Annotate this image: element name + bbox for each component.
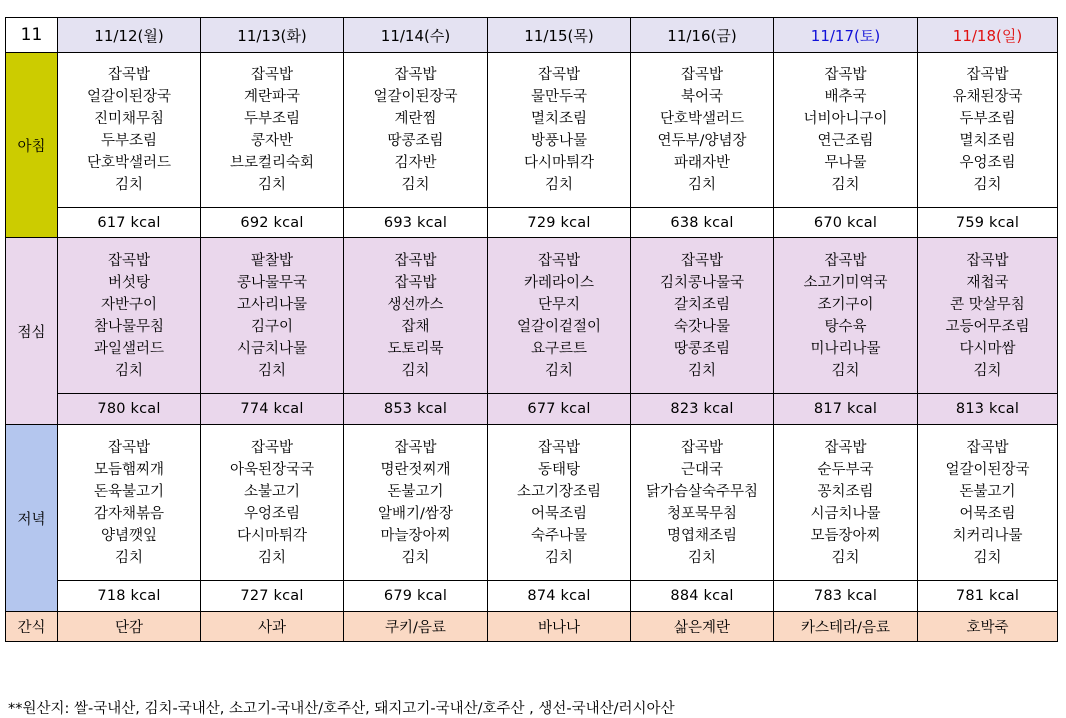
menu-item: 멸치조림 bbox=[959, 133, 1016, 149]
snack-row bbox=[6, 612, 1058, 642]
menu-item: 요구르트 bbox=[530, 340, 588, 357]
menu-item: 배추국 bbox=[824, 89, 867, 105]
month-cell: 11 bbox=[6, 18, 58, 53]
menu-item: 잡곡밥 bbox=[966, 67, 1009, 83]
menu-item: 연두부/양념장 bbox=[657, 133, 747, 149]
menu-item: 아욱된장국국 bbox=[229, 461, 315, 478]
kcal-cell: 718 kcal bbox=[58, 581, 201, 612]
menu-item: 김치 bbox=[544, 362, 573, 379]
menu-item: 소고기장조림 bbox=[516, 483, 602, 500]
kcal-cell: 774 kcal bbox=[201, 394, 344, 425]
menu-item: 연근조림 bbox=[817, 133, 874, 149]
menu-item: 북어국 bbox=[680, 89, 724, 105]
menu-cell bbox=[918, 238, 1058, 394]
weekly-menu-table bbox=[5, 17, 1058, 642]
menu-item: 명란젓찌개 bbox=[380, 461, 451, 478]
menu-item: 김치 bbox=[831, 549, 860, 566]
menu-item: 콩나물무국 bbox=[236, 274, 308, 291]
day-header: 11/12(월) bbox=[58, 18, 201, 53]
kcal-cell: 817 kcal bbox=[774, 394, 918, 425]
menu-item: 김치 bbox=[687, 362, 716, 379]
menu-cell bbox=[201, 53, 344, 208]
snack-cell: 카스테라/음료 bbox=[774, 612, 918, 642]
menu-item: 계란파국 bbox=[243, 89, 301, 105]
snack-cell: 호박죽 bbox=[918, 612, 1058, 642]
dinner-kcal-row bbox=[6, 581, 1058, 612]
kcal-cell: 874 kcal bbox=[488, 581, 631, 612]
meal-label-snack: 간식 bbox=[6, 612, 58, 642]
kcal-cell: 679 kcal bbox=[344, 581, 488, 612]
menu-item: 물만두국 bbox=[530, 89, 588, 105]
snack-cell: 단감 bbox=[58, 612, 201, 642]
menu-item: 도토리묵 bbox=[387, 340, 444, 357]
menu-item: 잡곡밥 bbox=[824, 67, 867, 83]
menu-cell bbox=[918, 53, 1058, 208]
menu-item: 잡곡밥 bbox=[966, 252, 1009, 269]
menu-cell bbox=[344, 425, 488, 581]
menu-item: 김치 bbox=[114, 177, 143, 193]
menu-item: 김치 bbox=[401, 549, 430, 566]
menu-cell bbox=[918, 425, 1058, 581]
menu-item: 팥찰밥 bbox=[250, 252, 294, 269]
kcal-cell: 783 kcal bbox=[774, 581, 918, 612]
menu-item: 두부조림 bbox=[100, 133, 158, 149]
menu-item: 김자반 bbox=[394, 155, 437, 171]
menu-cell bbox=[488, 425, 631, 581]
menu-item: 감자채볶음 bbox=[93, 505, 165, 522]
menu-item: 진미채무침 bbox=[93, 111, 165, 127]
kcal-cell: 853 kcal bbox=[344, 394, 488, 425]
menu-cell bbox=[774, 238, 918, 394]
kcal-cell: 884 kcal bbox=[631, 581, 774, 612]
menu-cell bbox=[344, 53, 488, 208]
menu-item: 잡곡밥 bbox=[680, 439, 724, 456]
kcal-cell: 781 kcal bbox=[918, 581, 1058, 612]
menu-item: 알배기/쌈장 bbox=[378, 505, 453, 522]
menu-item: 청포묵무침 bbox=[666, 505, 738, 522]
menu-item: 단호박샐러드 bbox=[86, 155, 172, 171]
menu-cell bbox=[201, 425, 344, 581]
menu-item: 잡곡밥 bbox=[394, 274, 437, 291]
menu-item: 잡곡밥 bbox=[537, 252, 581, 269]
menu-item: 김치 bbox=[257, 177, 286, 193]
lunch-kcal-row bbox=[6, 394, 1058, 425]
menu-item: 방풍나물 bbox=[530, 133, 588, 149]
menu-item: 단호박샐러드 bbox=[659, 111, 745, 127]
menu-item: 김치 bbox=[114, 362, 143, 379]
kcal-cell: 813 kcal bbox=[918, 394, 1058, 425]
menu-item: 무나물 bbox=[824, 155, 867, 171]
menu-item: 우엉조림 bbox=[959, 155, 1016, 171]
header-row bbox=[6, 18, 1058, 53]
menu-item: 과일샐러드 bbox=[93, 340, 165, 357]
kcal-cell: 759 kcal bbox=[918, 208, 1058, 238]
menu-item: 김치 bbox=[114, 549, 143, 566]
menu-cell bbox=[631, 53, 774, 208]
menu-item: 숙주나물 bbox=[530, 527, 588, 544]
menu-item: 두부조림 bbox=[243, 111, 301, 127]
menu-cell bbox=[58, 238, 201, 394]
day-header-saturday: 11/17(토) bbox=[774, 18, 918, 53]
menu-item: 잡곡밥 bbox=[394, 252, 437, 269]
menu-item: 명엽채조림 bbox=[666, 527, 738, 544]
snack-cell: 바나나 bbox=[488, 612, 631, 642]
menu-item: 땅콩조림 bbox=[387, 133, 444, 149]
menu-item: 잡곡밥 bbox=[966, 439, 1009, 456]
menu-item: 어묵조림 bbox=[959, 505, 1016, 522]
menu-item: 김치 bbox=[687, 177, 716, 193]
menu-item: 김치 bbox=[973, 549, 1002, 566]
menu-item: 김치 bbox=[687, 549, 716, 566]
menu-item: 브로컬리숙회 bbox=[229, 155, 315, 171]
menu-item: 모듬장아찌 bbox=[810, 527, 881, 544]
menu-item: 잡곡밥 bbox=[537, 67, 581, 83]
menu-cell bbox=[58, 53, 201, 208]
menu-item: 김구이 bbox=[250, 318, 294, 335]
menu-item: 치커리나물 bbox=[952, 527, 1023, 544]
menu-item: 고사리나물 bbox=[236, 296, 308, 313]
menu-item: 김치 bbox=[401, 362, 430, 379]
menu-item: 김치 bbox=[544, 177, 573, 193]
menu-item: 숙갓나물 bbox=[673, 318, 731, 335]
menu-item: 얼갈이겉절이 bbox=[516, 318, 602, 335]
menu-item: 소불고기 bbox=[243, 483, 301, 500]
meal-label-lunch: 점심 bbox=[6, 238, 58, 425]
menu-item: 김치 bbox=[401, 177, 430, 193]
menu-item: 갈치조림 bbox=[673, 296, 731, 313]
kcal-cell: 729 kcal bbox=[488, 208, 631, 238]
menu-item: 얼갈이된장국 bbox=[86, 89, 172, 105]
origin-footnote: **원산지: 쌀-국내산, 김치-국내산, 소고기-국내산/호주산, 돼지고기-국내산/호주산 , 생선-국내산/러시아산 bbox=[8, 701, 675, 717]
menu-item: 우엉조림 bbox=[243, 505, 301, 522]
menu-cell bbox=[58, 425, 201, 581]
menu-item: 마늘장아찌 bbox=[380, 527, 451, 544]
menu-item: 다시마튀각 bbox=[523, 155, 595, 171]
breakfast-kcal-row bbox=[6, 208, 1058, 238]
menu-item: 시금치나물 bbox=[236, 340, 308, 357]
snack-cell: 삶은계란 bbox=[631, 612, 774, 642]
kcal-cell: 670 kcal bbox=[774, 208, 918, 238]
snack-cell: 사과 bbox=[201, 612, 344, 642]
day-header-sunday: 11/18(일) bbox=[918, 18, 1058, 53]
menu-item: 김치 bbox=[544, 549, 573, 566]
menu-item: 파래자반 bbox=[673, 155, 731, 171]
menu-item: 잡곡밥 bbox=[394, 67, 437, 83]
menu-item: 너비아니구이 bbox=[803, 111, 888, 127]
menu-item: 잡곡밥 bbox=[394, 439, 437, 456]
menu-item: 돈육불고기 bbox=[93, 483, 165, 500]
kcal-cell: 638 kcal bbox=[631, 208, 774, 238]
menu-item: 김치 bbox=[831, 362, 860, 379]
menu-item: 시금치나물 bbox=[810, 505, 881, 522]
menu-item: 순두부국 bbox=[817, 461, 874, 478]
day-header: 11/13(화) bbox=[201, 18, 344, 53]
menu-item: 얼갈이된장국 bbox=[373, 89, 458, 105]
menu-cell bbox=[774, 53, 918, 208]
menu-item: 김치 bbox=[257, 362, 286, 379]
menu-cell bbox=[488, 238, 631, 394]
menu-item: 잡곡밥 bbox=[537, 439, 581, 456]
menu-item: 돈불고기 bbox=[959, 483, 1016, 500]
menu-item: 계란찜 bbox=[394, 111, 437, 127]
menu-item: 근대국 bbox=[680, 461, 724, 478]
menu-item: 다시마튀각 bbox=[236, 527, 308, 544]
menu-item: 김치 bbox=[973, 177, 1002, 193]
menu-item: 김치콩나물국 bbox=[659, 274, 745, 291]
menu-item: 소고기미역국 bbox=[803, 274, 888, 291]
menu-item: 김치 bbox=[257, 549, 286, 566]
meal-label-breakfast: 아침 bbox=[6, 53, 58, 238]
menu-item: 모듬햄찌개 bbox=[93, 461, 165, 478]
kcal-cell: 692 kcal bbox=[201, 208, 344, 238]
meal-label-dinner: 저녁 bbox=[6, 425, 58, 612]
kcal-cell: 823 kcal bbox=[631, 394, 774, 425]
menu-item: 잡곡밥 bbox=[680, 252, 724, 269]
menu-item: 생선까스 bbox=[387, 296, 444, 313]
day-header: 11/16(금) bbox=[631, 18, 774, 53]
menu-cell bbox=[631, 238, 774, 394]
kcal-cell: 617 kcal bbox=[58, 208, 201, 238]
menu-cell bbox=[774, 425, 918, 581]
menu-item: 꽁치조림 bbox=[817, 483, 874, 500]
menu-item: 양념깻잎 bbox=[100, 527, 158, 544]
menu-item: 탕수육 bbox=[824, 318, 867, 335]
menu-item: 땅콩조림 bbox=[673, 340, 731, 357]
lunch-row bbox=[6, 238, 1058, 394]
menu-item: 잡곡밥 bbox=[250, 439, 294, 456]
menu-item: 버섯탕 bbox=[107, 274, 151, 291]
menu-item: 참나물무침 bbox=[93, 318, 165, 335]
menu-item: 어묵조림 bbox=[530, 505, 588, 522]
menu-item: 김치 bbox=[831, 177, 860, 193]
kcal-cell: 780 kcal bbox=[58, 394, 201, 425]
menu-item: 돈불고기 bbox=[387, 483, 444, 500]
menu-item: 카레라이스 bbox=[523, 274, 595, 291]
menu-item: 다시마쌈 bbox=[959, 340, 1016, 357]
menu-item: 잡곡밥 bbox=[824, 439, 867, 456]
menu-cell bbox=[344, 238, 488, 394]
kcal-cell: 693 kcal bbox=[344, 208, 488, 238]
menu-cell bbox=[201, 238, 344, 394]
kcal-cell: 727 kcal bbox=[201, 581, 344, 612]
menu-item: 잡채 bbox=[401, 318, 430, 335]
dinner-row bbox=[6, 425, 1058, 581]
menu-item: 얼갈이된장국 bbox=[945, 461, 1030, 478]
menu-item: 닭가슴살숙주무침 bbox=[645, 483, 759, 500]
menu-item: 콘 맛살무침 bbox=[950, 296, 1025, 313]
menu-item: 잡곡밥 bbox=[680, 67, 724, 83]
menu-item: 조기구이 bbox=[817, 296, 874, 313]
menu-item: 김치 bbox=[973, 362, 1002, 379]
breakfast-row bbox=[6, 53, 1058, 208]
menu-item: 잡곡밥 bbox=[107, 439, 151, 456]
menu-item: 미나리나물 bbox=[810, 340, 881, 357]
day-header: 11/15(목) bbox=[488, 18, 631, 53]
menu-item: 멸치조림 bbox=[530, 111, 588, 127]
menu-item: 동태탕 bbox=[537, 461, 581, 478]
menu-item: 잡곡밥 bbox=[107, 252, 151, 269]
menu-item: 두부조림 bbox=[959, 111, 1016, 127]
kcal-cell: 677 kcal bbox=[488, 394, 631, 425]
snack-cell: 쿠키/음료 bbox=[344, 612, 488, 642]
menu-cell bbox=[631, 425, 774, 581]
menu-cell bbox=[488, 53, 631, 208]
menu-item: 잡곡밥 bbox=[250, 67, 294, 83]
menu-item: 유채된장국 bbox=[952, 89, 1023, 105]
menu-item: 고등어무조림 bbox=[945, 318, 1030, 335]
menu-item: 잡곡밥 bbox=[824, 252, 867, 269]
menu-item: 콩자반 bbox=[250, 133, 294, 149]
menu-item: 자반구이 bbox=[100, 296, 158, 313]
menu-item: 단무지 bbox=[537, 296, 581, 313]
menu-item: 잡곡밥 bbox=[107, 67, 151, 83]
menu-item: 재첩국 bbox=[966, 274, 1009, 291]
day-header: 11/14(수) bbox=[344, 18, 488, 53]
